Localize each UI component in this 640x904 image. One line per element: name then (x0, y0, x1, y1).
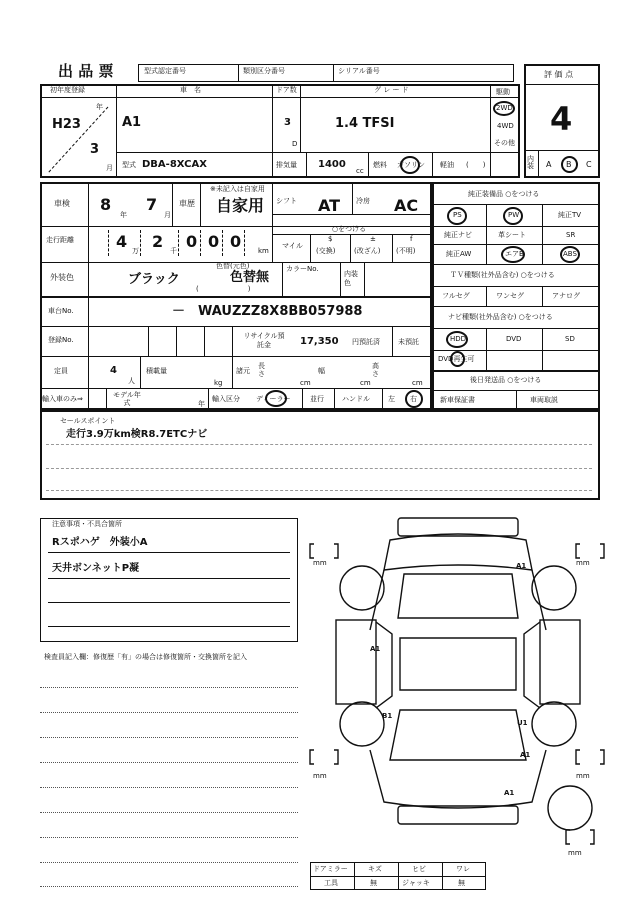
divider (272, 152, 273, 178)
divider (490, 84, 491, 178)
tamper-symbol: ± (370, 235, 376, 243)
damage-mark: A1 (520, 751, 531, 759)
parallel-option: 並行 (310, 395, 324, 403)
chassis-value: － WAUZZZ8X8BB057988 (172, 304, 363, 319)
inspect-month: 7 (146, 195, 158, 214)
equip-leather: 革シート (498, 231, 526, 239)
divider (442, 862, 443, 890)
inspector-label: 検査員記入欄：修復歴「有」の場合は修復箇所・交換箇所を記入 (44, 653, 247, 661)
divider (432, 370, 600, 372)
equip-tv: 純正TV (558, 211, 582, 219)
acc-value: ジャッキ (402, 879, 430, 887)
repaint-value: 色替無 (230, 270, 270, 285)
recycle-value: 17,350 (300, 336, 339, 347)
writing-line (48, 602, 290, 603)
swap-symbol: $ (328, 235, 333, 243)
shift-value: AT (318, 196, 341, 215)
equip-airbag: エアB (505, 250, 524, 258)
damage-mark: U1 (517, 719, 528, 727)
circle-mark (501, 246, 525, 263)
cm-unit: cm (360, 379, 371, 387)
cm-unit: cm (412, 379, 423, 387)
divider (333, 64, 334, 82)
divider (432, 152, 433, 178)
chassis-label: 車台No. (48, 307, 74, 315)
serial-label: シリアル番号 (338, 67, 380, 75)
divider (302, 388, 303, 410)
circle-mark (405, 390, 423, 408)
divider (40, 356, 432, 357)
divider (244, 230, 245, 256)
writing-line (48, 578, 290, 579)
divider (200, 230, 201, 256)
interior-label: 内装 (527, 155, 534, 170)
interior-a: A (546, 160, 552, 169)
fuel-label: 燃料 (373, 161, 387, 169)
later-warranty: 新車保証書 (440, 396, 475, 404)
writing-line (40, 886, 298, 887)
tv-full: フルセグ (442, 292, 470, 300)
writing-line (40, 812, 298, 813)
writing-line (40, 837, 298, 838)
eval-label: 評 価 点 (544, 70, 574, 79)
import-class-label: 輸入区分 (212, 395, 240, 403)
divider (538, 150, 539, 178)
divider (524, 150, 600, 151)
grade-label: グ レ ー ド (374, 86, 409, 94)
circle-mark (450, 351, 465, 367)
divider (148, 326, 149, 356)
divider (524, 84, 600, 85)
circle-mark (265, 390, 287, 407)
dvd-playback: DVD再生可 (438, 355, 475, 363)
recycle-not: 未預託 (398, 338, 419, 346)
disp-value: 1400 (318, 159, 346, 170)
man-unit: 万 (132, 247, 139, 255)
equip-title: 純正装備品 ○をつける (468, 190, 540, 198)
divider (340, 262, 341, 296)
model-value: DBA-8XCAX (142, 159, 207, 170)
tv-one: ワンセグ (496, 292, 524, 300)
divider (432, 306, 600, 307)
divider (392, 326, 393, 356)
doors: 3 (284, 117, 291, 128)
divider (352, 182, 353, 214)
divider (200, 182, 201, 226)
unknown-symbol: f (410, 235, 413, 243)
equip-ps: PS (453, 211, 462, 219)
acc-value: 工具 (324, 879, 338, 887)
tv-title: ＴＶ種類(社外品含む) ○をつける (450, 271, 555, 279)
cm-unit: cm (300, 379, 311, 387)
car-name-label: 車 名 (180, 86, 201, 94)
mileage-digit: 0 (208, 232, 220, 251)
width-label: 幅 (318, 367, 325, 375)
circle-mark (503, 207, 523, 225)
divider (40, 296, 432, 298)
writing-line (48, 626, 290, 627)
ac-label: 冷房 (356, 197, 370, 205)
divider (542, 286, 543, 306)
divider (222, 230, 223, 256)
divider (232, 326, 233, 356)
diagonal-slash (40, 97, 116, 178)
mm-label: mm (576, 559, 590, 567)
divider (368, 152, 369, 178)
divider (272, 84, 273, 152)
divider (116, 84, 117, 178)
interior-color-label: 内装色 (344, 270, 358, 287)
history-value: 自家用 (216, 196, 265, 215)
equip-navi: 純正ナビ (444, 231, 472, 239)
acc-header: ドアミラー (313, 865, 348, 873)
divider (140, 356, 141, 388)
circle-mark (400, 156, 420, 174)
tv-analog: アナログ (552, 292, 580, 300)
divider (272, 214, 432, 215)
import-label: 輸入車のみ⇒ (42, 395, 83, 403)
divider (382, 388, 383, 410)
fuel-gas: ガソリン (397, 161, 425, 169)
acc-header: ワレ (456, 865, 470, 873)
divider (350, 234, 351, 262)
divider (282, 262, 283, 296)
writing-line (40, 712, 298, 713)
divider (432, 244, 600, 245)
mileage-digit: 0 (230, 232, 242, 251)
equip-sr: SR (566, 231, 576, 239)
divider (486, 328, 487, 370)
recycle-unit: 円預託済 (352, 338, 380, 346)
later-title: 後日発送品 ○をつける (470, 376, 542, 384)
load-label: 積載量 (146, 367, 167, 375)
equip-aw: 純正AW (446, 250, 472, 258)
grade: 1.4 TFSI (335, 116, 395, 131)
mileage-digit: 0 (186, 232, 198, 251)
sen-unit: 千 (170, 247, 177, 255)
handle-label: ハンドル (342, 395, 370, 403)
inspect-year: 8 (100, 195, 112, 214)
shift-label: シフト (276, 197, 297, 205)
sales-label: セールスポイント (60, 417, 116, 425)
model-year-label: モデル年式 (113, 391, 141, 407)
unknown-label: (不明) (396, 247, 416, 255)
ac-value: AC (394, 196, 419, 215)
writing-line (46, 444, 592, 445)
acc-header: ヒビ (412, 865, 426, 873)
divider (238, 64, 239, 82)
writing-line (40, 762, 298, 763)
navi-sd: SD (565, 335, 575, 343)
header-id-fields (138, 64, 514, 82)
writing-line (40, 737, 298, 738)
reg-label: 登録No. (48, 336, 74, 344)
drive-other: その他 (494, 139, 515, 147)
month-unit: 月 (106, 164, 113, 172)
navi-dvd: DVD (506, 335, 522, 343)
divider (486, 204, 487, 264)
divider (542, 204, 543, 264)
writing-line (40, 787, 298, 788)
divider (398, 862, 399, 890)
navi-title: ナビ種類(社外品含む) ○をつける (448, 313, 553, 321)
length-label: 長さ (258, 362, 265, 378)
capacity-unit: 人 (128, 377, 135, 385)
divider (432, 286, 600, 287)
mileage-label: 走行距離 (46, 236, 74, 244)
writing-line (46, 490, 592, 491)
recycle-label: リサイクル預託金 (243, 332, 285, 349)
repaint-label: 色替(元色) (216, 262, 250, 270)
writing-line (48, 552, 290, 553)
circle-mark (447, 207, 467, 225)
interior-c: C (586, 160, 592, 169)
acc-value: 無 (370, 879, 377, 887)
circle-mark (560, 246, 580, 263)
divider (40, 226, 432, 227)
divider (432, 264, 600, 265)
color-value: ブラック (128, 272, 180, 287)
divider (106, 388, 107, 410)
divider (300, 84, 301, 152)
model-cert-label: 型式認定番号 (144, 67, 186, 75)
damage-mark: A1 (516, 562, 527, 570)
sales-text: 走行3.9万km検R8.7ETCナビ (66, 429, 208, 440)
year-unit: 年 (198, 400, 205, 408)
writing-line (46, 468, 592, 469)
inspect-label: 車検 (54, 199, 70, 208)
divider (172, 182, 173, 226)
divider (272, 182, 273, 262)
divider (40, 326, 432, 327)
drive-label: 駆動 (496, 88, 510, 96)
sales-point-section (40, 410, 600, 500)
divider (432, 226, 600, 227)
later-manual: 車両取説 (530, 396, 558, 404)
divider (108, 230, 109, 256)
divider (176, 326, 177, 356)
divider (310, 234, 311, 262)
drive-2wd: 2WD (496, 104, 513, 112)
first-reg-month: 3 (90, 142, 100, 157)
mm-label: mm (576, 772, 590, 780)
damage-mark: B1 (382, 712, 393, 720)
divider (40, 388, 432, 389)
doors-unit: D (292, 140, 298, 148)
fuel-paren: ( ) (466, 161, 486, 169)
form-title: 出 品 票 (58, 62, 114, 80)
mm-label: mm (313, 559, 327, 567)
mm-label: mm (313, 772, 327, 780)
mm-label: mm (568, 849, 582, 857)
history-label: 車歴 (179, 199, 195, 208)
repaint-paren: ( ) (196, 285, 251, 293)
divider (140, 230, 141, 256)
km-unit: km (258, 247, 269, 255)
eval-score: 4 (550, 100, 573, 138)
mileage-digit: 4 (116, 232, 128, 251)
height-label: 高さ (372, 362, 379, 378)
divider (178, 230, 179, 256)
class-label: 類別区分番号 (243, 67, 285, 75)
divider (204, 326, 205, 356)
car-name: A1 (122, 115, 142, 130)
capacity-value: 4 (110, 365, 117, 376)
note-line: 天井ボンネットP凝 (52, 563, 140, 574)
acc-value: 無 (458, 879, 465, 887)
divider (88, 182, 89, 410)
divider (116, 152, 520, 153)
fuel-diesel: 軽油 (440, 161, 454, 169)
doors-label: ドア数 (276, 86, 297, 94)
divider (232, 356, 233, 388)
acc-header: キズ (368, 865, 382, 873)
dealer-option: ディーラー (256, 395, 291, 403)
tamper-label: (改ざん) (354, 247, 381, 255)
damage-mark: A1 (370, 645, 381, 653)
circle-instruction: ○をつける (332, 225, 367, 233)
divider (392, 234, 393, 262)
year-unit: 年 (120, 211, 127, 219)
damage-mark: A1 (504, 789, 515, 797)
mile-label: マイル (282, 242, 303, 250)
first-reg-label: 初年度登録 (50, 86, 85, 94)
kg-unit: kg (214, 379, 223, 387)
divider (306, 152, 307, 178)
color-label: 外装色 (50, 273, 74, 282)
equip-pw: PW (508, 211, 520, 219)
color-no-label: カラーNo. (286, 265, 319, 273)
disp-unit: cc (356, 167, 364, 175)
navi-hdd: HDD (450, 335, 467, 343)
handle-right: 右 (410, 395, 417, 403)
note-line: Rスポハゲ 外装小A (52, 537, 148, 548)
interior-b: B (566, 160, 572, 169)
capacity-label: 定員 (54, 367, 68, 375)
swap-label: (交換) (316, 247, 336, 255)
circle-mark (561, 156, 578, 173)
divider (272, 234, 432, 235)
circle-mark (493, 101, 515, 116)
divider (364, 262, 365, 296)
model-label: 型式 (122, 161, 136, 169)
divider (354, 862, 355, 890)
divider (208, 388, 209, 410)
month-unit: 月 (164, 211, 171, 219)
year-unit: 年 (96, 103, 103, 111)
divider (334, 388, 335, 410)
notes-label: 注意事項・不具合箇所 (52, 520, 122, 528)
handle-left: 左 (388, 395, 395, 403)
mileage-digit: 2 (152, 232, 164, 251)
history-note: ※未記入は自家用 (210, 185, 265, 193)
drive-4wd: 4WD (497, 122, 514, 130)
divider (432, 328, 600, 329)
divider (542, 328, 543, 370)
writing-line (40, 862, 298, 863)
divider (516, 390, 517, 410)
circle-mark (446, 331, 468, 348)
divider (432, 204, 600, 205)
equip-abs: ABS (563, 250, 577, 258)
disp-label: 排気量 (276, 161, 297, 169)
car-damage-diagram (300, 510, 610, 850)
divider (486, 286, 487, 306)
writing-line (40, 687, 298, 688)
first-reg-era: H23 (52, 117, 81, 132)
dims-label: 諸元 (236, 367, 250, 375)
